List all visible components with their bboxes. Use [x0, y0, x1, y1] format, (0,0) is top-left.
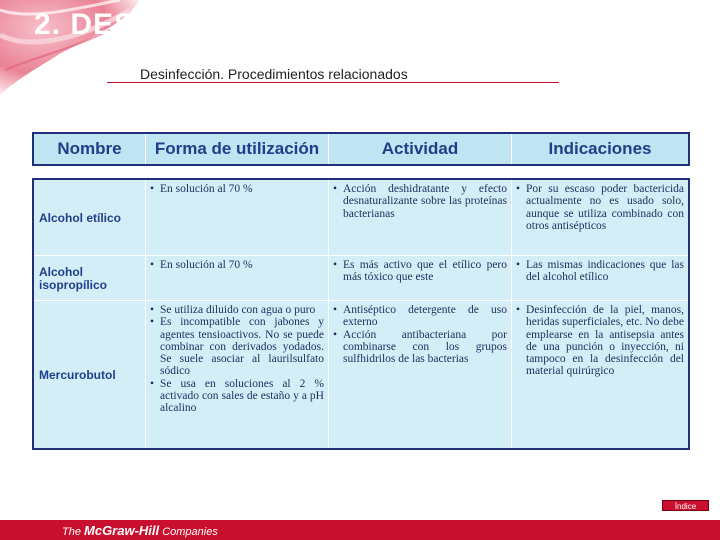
list-item: • En solución al 70 %: [150, 259, 324, 271]
list-item: • En solución al 70 %: [150, 183, 324, 195]
brand-suffix: Companies: [159, 526, 218, 538]
list-item: • Desinfección de la piel, manos, heridas superficiales, etc. No debe emplearse en la antisepsia antes de una punción o inyección, ni tampoco en la desinfección del material quirúrgico: [516, 304, 684, 378]
table-header-row: [34, 134, 688, 164]
list-item: • Es más activo que el etílico pero más tóxico que este: [333, 259, 507, 284]
row-actividad: [329, 180, 512, 255]
subtitle-divider: [107, 82, 559, 83]
header-nombre: Nombre: [34, 134, 146, 164]
list-item: • Por su escaso poder bactericida actualmente no es usado solo, aunque se utiliza combinado con otros antisépticos: [516, 183, 684, 232]
row-indicaciones: [512, 301, 688, 448]
table-header: [32, 132, 690, 166]
publisher-logo: [62, 523, 218, 538]
row-name: Alcohol isopropílico: [34, 256, 146, 300]
brand-name: McGraw-Hill: [84, 523, 160, 538]
footer-bar: [0, 520, 720, 540]
row-indicaciones: [512, 180, 688, 255]
slide-heading: 2. DESINFECCIÓN: [34, 8, 310, 41]
table-body: [32, 178, 690, 450]
list-item: • Se utiliza diluido con agua o puro: [150, 304, 324, 316]
slide-heading-clip: [0, 0, 310, 50]
slide-subtitle: Desinfección. Procedimientos relacionados: [140, 66, 408, 82]
row-forma: [146, 180, 329, 255]
list-item: • Acción antibacteriana por combinarse con los grupos sulfhidrilos de las bacterias: [333, 329, 507, 366]
list-item: • Acción deshidratante y efecto desnaturalizante sobre las proteínas bacterianas: [333, 183, 507, 220]
header-indicaciones: Indicaciones: [548, 139, 652, 158]
row-actividad: [329, 256, 512, 300]
list-item: • Se usa en soluciones al 2 % activado con sales de estaño y a pH alcalino: [150, 378, 324, 415]
list-item: • Es incompatible con jabones y agentes tensioactivos. No se puede combinar con derivados yodados. Se suele asociar al laurilsulfato sódico: [150, 316, 324, 377]
table-row: [34, 180, 688, 256]
header-actividad: Actividad: [329, 134, 512, 164]
list-item: • Antiséptico detergente de uso externo: [333, 304, 507, 329]
row-name: Alcohol etílico: [34, 180, 146, 255]
row-forma: [146, 301, 329, 448]
row-indicaciones: [512, 256, 688, 300]
indice-button[interactable]: Índice: [662, 500, 709, 511]
row-forma: [146, 256, 329, 300]
row-actividad: [329, 301, 512, 448]
table-row: [34, 256, 688, 301]
row-name: Mercurobutol: [34, 301, 146, 448]
table-row: [34, 301, 688, 448]
header-forma: Forma de utilización: [146, 134, 329, 164]
list-item: • Las mismas indicaciones que las del alcohol etílico: [516, 259, 684, 284]
brand-prefix: The: [62, 526, 85, 538]
